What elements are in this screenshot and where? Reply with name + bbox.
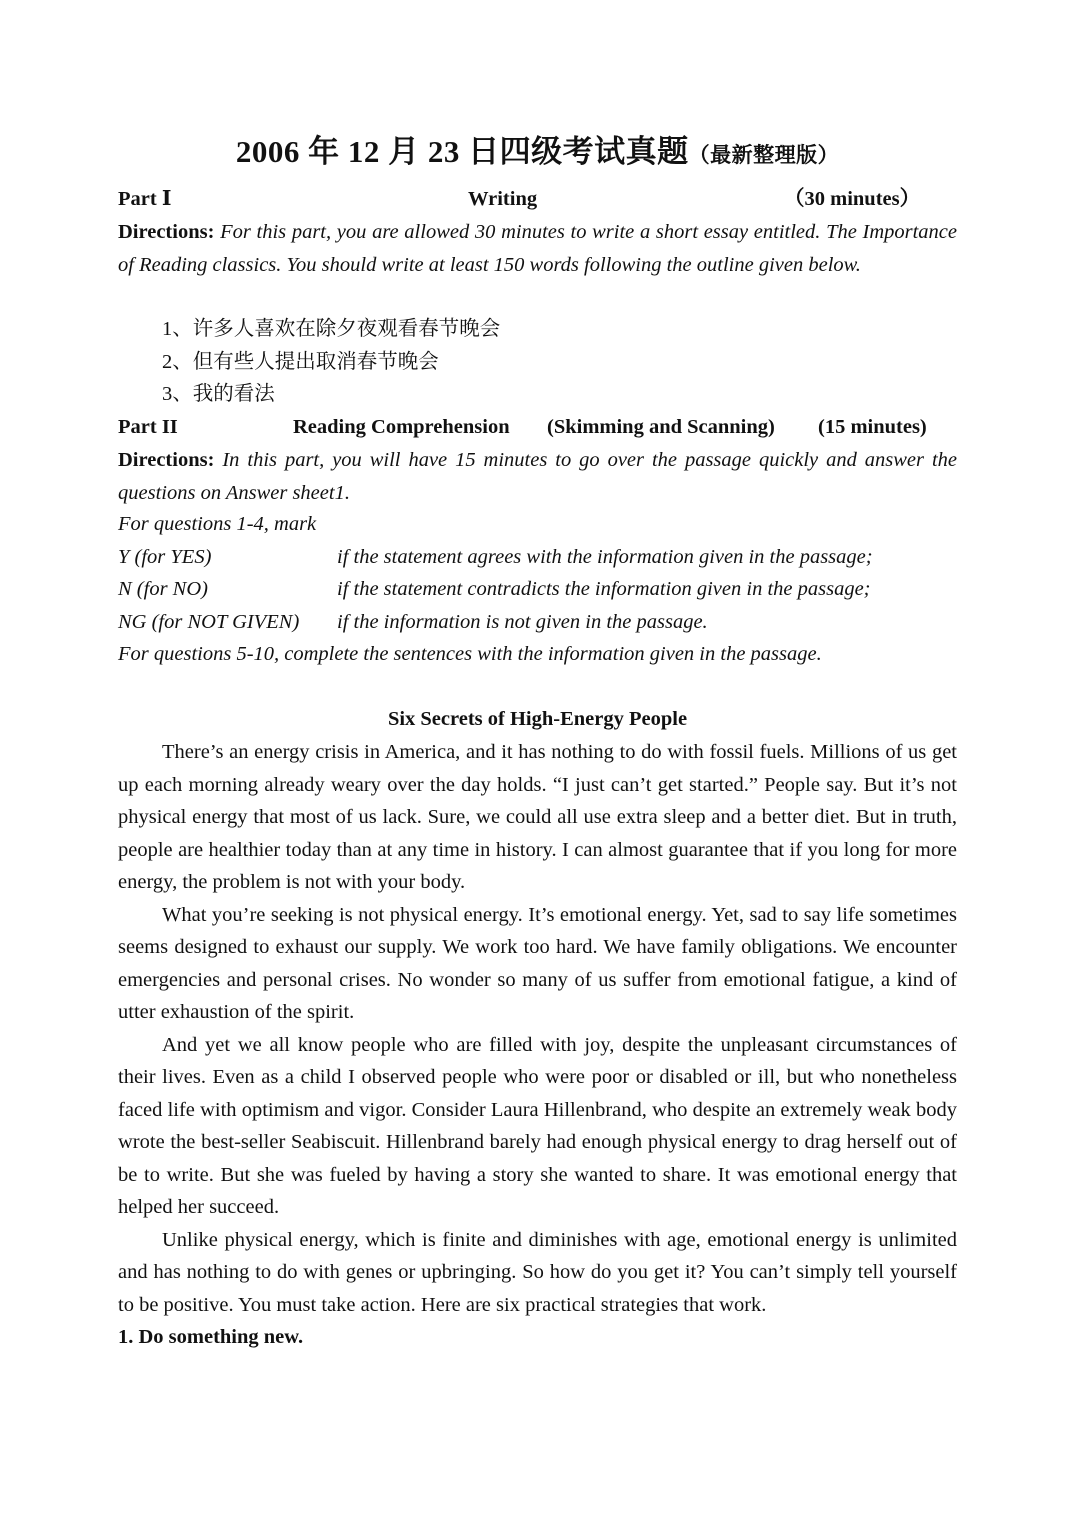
part2-name: Reading Comprehension bbox=[293, 416, 510, 438]
part2-time: (15 minutes) bbox=[818, 416, 927, 438]
part2-directions-label: Directions: bbox=[118, 449, 215, 471]
mark-key-no: N (for NO) bbox=[118, 578, 208, 600]
outline-item-1: 1、许多人喜欢在除夕夜观看春节晚会 bbox=[162, 318, 501, 340]
section-heading-1: 1. Do something new. bbox=[118, 1326, 304, 1348]
mark-key-yes: Y (for YES) bbox=[118, 546, 212, 568]
questions-5-10-instruction: For questions 5-10, complete the sentences with the information given in the passage. bbox=[118, 643, 822, 665]
passage-title: Six Secrets of High-Energy People bbox=[387, 708, 688, 730]
part1-name: Writing bbox=[468, 188, 538, 210]
part1-directions-text: For this part, you are allowed 30 minutes to write a short essay entitled. The Importance of Reading classics. You should write at least 150 words following the outline given below. bbox=[118, 221, 957, 276]
outline-item-2: 2、但有些人提出取消春节晚会 bbox=[162, 351, 439, 373]
part2-subname: (Skimming and Scanning) bbox=[547, 416, 775, 438]
part2-label: Part II bbox=[118, 416, 178, 438]
title-main: 2006 年 12 月 23 日四级考试真题 bbox=[235, 134, 689, 169]
part1-directions bbox=[118, 216, 957, 281]
part2-directions-text: In this part, you will have 15 minutes to go over the passage quickly and answer the questions on Answer sheet1. bbox=[118, 449, 957, 504]
mark-value-no: if the statement contradicts the information given in the passage; bbox=[337, 578, 871, 600]
passage-paragraph-3: And yet we all know people who are filled with joy, despite the unpleasant circumstances of their lives. Even as a child I observed people who were poor or disabled or ill, but who nonetheless faced life with optimism and vigor. Consider Laura Hillenbrand, who despite an extremely weak body wrote the best-seller Seabiscuit. Hillenbrand barely had enough physical energy to drag herself out of be to write. But she was fueled by having a story she wanted to share. It was emotional energy that helped her succeed. bbox=[118, 1033, 957, 1218]
questions-1-4-instruction: For questions 1-4, mark bbox=[118, 513, 317, 535]
page-title bbox=[118, 128, 957, 179]
outline-item-3: 3、我的看法 bbox=[162, 383, 275, 405]
part1-label: Part Ⅰ bbox=[118, 188, 172, 210]
mark-key-not-given: NG (for NOT GIVEN) bbox=[118, 611, 300, 633]
passage-body bbox=[118, 736, 957, 1354]
passage-paragraph-2: What you’re seeking is not physical energy. It’s emotional energy. Yet, sad to say life sometimes seems designed to exhaust our supply. We work too hard. We have family obligations. We encounter emergencies and personal crises. No wonder so many of us suffer from emotional fatigue, a kind of utter exhaustion of the spirit. bbox=[118, 903, 957, 1023]
passage-paragraph-4: Unlike physical energy, which is finite and diminishes with age, emotional energy is unlimited and has nothing to do with genes or upbringing. So how do you get it? You can’t simply tell yourself to be positive. You must take action. Here are six practical strategies that work. bbox=[118, 1228, 957, 1316]
part2-directions bbox=[118, 444, 957, 509]
part1-directions-label: Directions: bbox=[118, 221, 215, 243]
mark-value-not-given: if the information is not given in the passage. bbox=[337, 611, 708, 633]
title-sub: （最新整理版） bbox=[688, 143, 840, 167]
part1-time: （30 minutes） bbox=[784, 188, 921, 210]
passage-paragraph-1: There’s an energy crisis in America, and it has nothing to do with fossil fuels. Millions of us get up each morning already weary over the day holds. “I just can’t get started.” People say. But it’s not physical energy that most of us lack. Sure, we could all use extra sleep and a better diet. But in truth, people are healthier today than at any time in history. I can almost guarantee that if you long for more energy, the problem is not with your body. bbox=[118, 741, 957, 893]
mark-value-yes: if the statement agrees with the information given in the passage; bbox=[337, 546, 873, 568]
